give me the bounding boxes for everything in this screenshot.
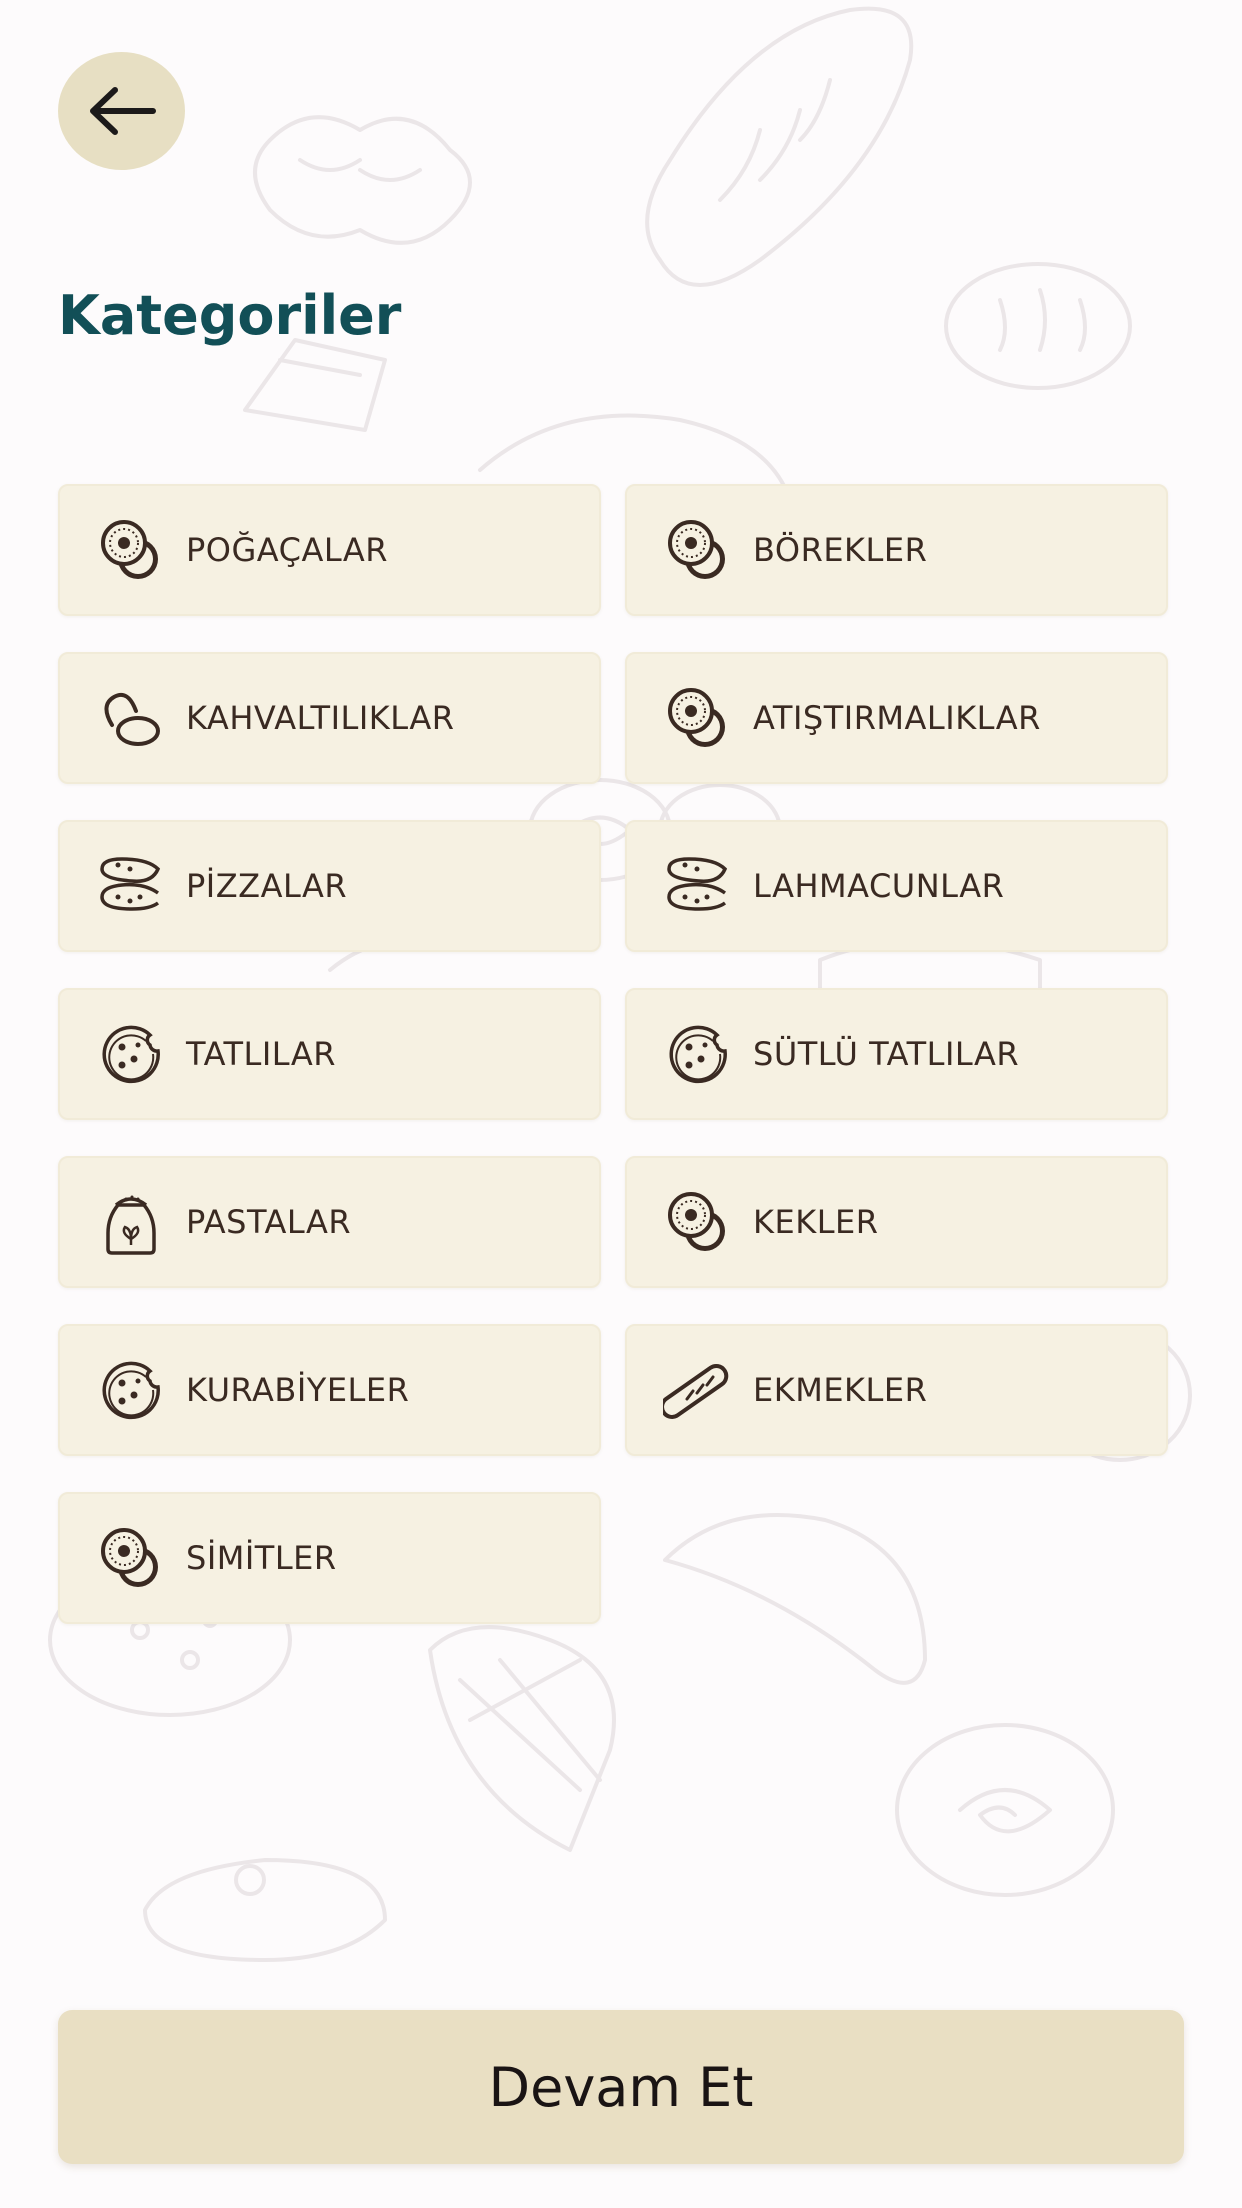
category-label: TATLILAR — [186, 1035, 336, 1073]
pizza-icon — [663, 851, 733, 921]
donut-icon — [663, 683, 733, 753]
category-label: EKMEKLER — [753, 1371, 928, 1409]
category-label: BÖREKLER — [753, 531, 928, 569]
page-title: Kategoriler — [58, 284, 402, 347]
category-card-tatlilar[interactable] — [58, 988, 601, 1120]
category-label: KEKLER — [753, 1203, 879, 1241]
category-grid — [58, 484, 1168, 1624]
donut-icon — [96, 1523, 166, 1593]
category-card-borekler[interactable] — [625, 484, 1168, 616]
category-label: SÜTLÜ TATLILAR — [753, 1035, 1020, 1073]
cookie-icon — [96, 1355, 166, 1425]
category-label: KURABİYELER — [186, 1371, 410, 1409]
arrow-left-icon — [87, 86, 157, 136]
cookie-icon — [96, 1019, 166, 1089]
donut-icon — [663, 1187, 733, 1257]
category-label: POĞAÇALAR — [186, 531, 389, 569]
category-card-lahmacunlar[interactable] — [625, 820, 1168, 952]
continue-button-label: Devam Et — [488, 2055, 754, 2119]
category-card-simitler[interactable] — [58, 1492, 601, 1624]
back-button[interactable] — [58, 52, 185, 170]
category-label: PASTALAR — [186, 1203, 352, 1241]
category-card-kurabiyeler[interactable] — [58, 1324, 601, 1456]
category-label: LAHMACUNLAR — [753, 867, 1005, 905]
category-card-atistirmaliklar[interactable] — [625, 652, 1168, 784]
cookie-icon — [663, 1019, 733, 1089]
category-card-pastalar[interactable] — [58, 1156, 601, 1288]
category-card-kekler[interactable] — [625, 1156, 1168, 1288]
category-label: ATIŞTIRMALIKLAR — [753, 699, 1041, 737]
category-label: KAHVALTILIKLAR — [186, 699, 455, 737]
category-card-pogacalar[interactable] — [58, 484, 601, 616]
category-card-ekmekler[interactable] — [625, 1324, 1168, 1456]
flour-sack-icon — [96, 1187, 166, 1257]
donut-icon — [663, 515, 733, 585]
category-label: PİZZALAR — [186, 867, 348, 905]
pizza-icon — [96, 851, 166, 921]
category-card-kahvaltiliklar[interactable] — [58, 652, 601, 784]
baguette-icon — [663, 1355, 733, 1425]
continue-button[interactable] — [58, 2010, 1184, 2164]
category-label: SİMİTLER — [186, 1539, 337, 1577]
category-card-pizzalar[interactable] — [58, 820, 601, 952]
category-card-sutlu-tatlilar[interactable] — [625, 988, 1168, 1120]
donut-icon — [96, 515, 166, 585]
eggs-icon — [96, 683, 166, 753]
